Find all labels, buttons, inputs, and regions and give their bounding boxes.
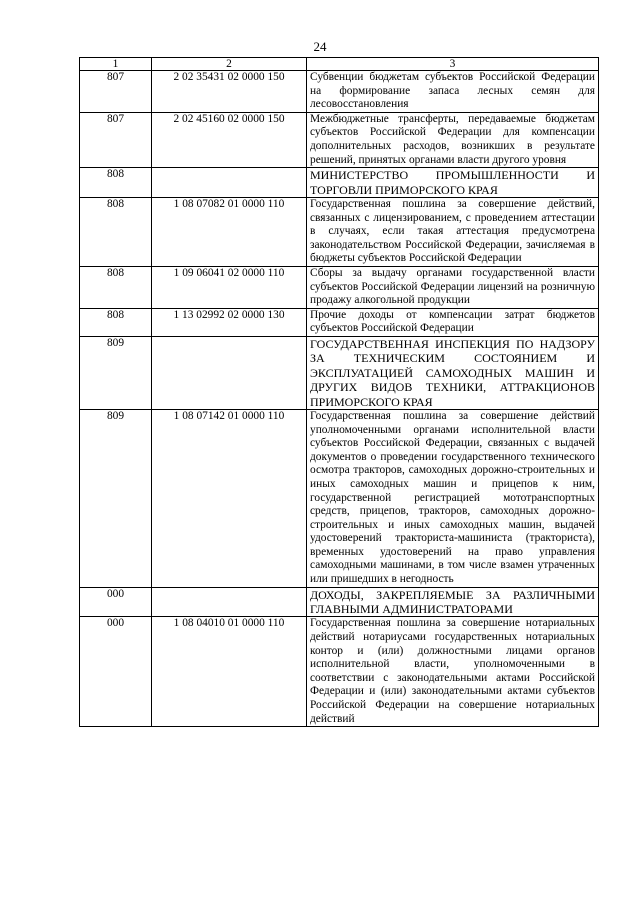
description-cell: Государственная пошлина за совершение нотариальных действий нотариусами государственных нотариальных контор и (или) должностными лицами органов исполнительной власти, уполномоченными в соответствии с законодательными актами Российской Федерации и (или) законодательными актами субъектов Российской Федерации на совершение нотариальных действий (307, 617, 599, 727)
table-row (80, 71, 599, 113)
budget-classification-table (79, 57, 599, 727)
revenue-code-cell (152, 168, 307, 198)
admin-code-cell: 808 (80, 168, 152, 198)
column-number-3: 3 (307, 58, 599, 71)
admin-code-cell: 000 (80, 587, 152, 617)
admin-code-cell: 808 (80, 266, 152, 308)
section-heading-cell: ДОХОДЫ, ЗАКРЕПЛЯЕМЫЕ ЗА РАЗЛИЧНЫМИ ГЛАВНЫМИ АДМИНИСТРАТОРАМИ (307, 587, 599, 617)
section-heading-cell: МИНИСТЕРСТВО ПРОМЫШЛЕННОСТИ И ТОРГОВЛИ ПРИМОРСКОГО КРАЯ (307, 168, 599, 198)
column-number-row (80, 58, 599, 71)
revenue-code-cell: 1 08 04010 01 0000 110 (152, 617, 307, 727)
revenue-code-cell (152, 587, 307, 617)
admin-code-cell: 809 (80, 336, 152, 409)
revenue-code-cell: 1 09 06041 02 0000 110 (152, 266, 307, 308)
revenue-code-cell: 2 02 45160 02 0000 150 (152, 112, 307, 167)
description-cell: Государственная пошлина за совершение действий, связанных с лицензированием, с проведением аттестации в случаях, если такая аттестация предусмотрена законодательством Российской Федерации, зачисляемая в бюджеты субъектов Российской Федерации (307, 197, 599, 266)
description-cell: Субвенции бюджетам субъектов Российской Федерации на формирование запаса лесных семян для лесовосстановления (307, 71, 599, 113)
admin-code-cell: 808 (80, 197, 152, 266)
table-row (80, 409, 599, 587)
column-number-2: 2 (152, 58, 307, 71)
description-cell: Государственная пошлина за совершение действий уполномоченными органами исполнительной власти субъектов Российской Федерации, связанных с выдачей документов о проведении государственного технического осмотра тракторов, самоходных дорожно-строительных и иных самоходных машин и прицепов к ним, государственной регистрацией мототранспортных средств, прицепов, тракторов, самоходных дорожно-строительных и иных самоходных машин, выдачей удостоверений тракториста-машиниста (тракториста), временных удостоверений на право управления самоходными машинами, в том числе взамен утраченных или пришедших в негодность (307, 409, 599, 587)
table-row-section-heading (80, 336, 599, 409)
table-row (80, 112, 599, 167)
admin-code-cell: 807 (80, 71, 152, 113)
column-number-1: 1 (80, 58, 152, 71)
description-cell: Межбюджетные трансферты, передаваемые бюджетам субъектов Российской Федерации для компенсации дополнительных расходов, возникших в результате решений, принятых органами власти другого уровня (307, 112, 599, 167)
section-heading-cell: ГОСУДАРСТВЕННАЯ ИНСПЕКЦИЯ ПО НАДЗОРУ ЗА ТЕХНИЧЕСКИМ СОСТОЯНИЕМ И ЭКСПЛУАТАЦИЕЙ САМОХОДНЫХ МАШИН И ДРУГИХ ВИДОВ ТЕХНИКИ, АТТРАКЦИОНОВ ПРИМОРСКОГО КРАЯ (307, 336, 599, 409)
revenue-code-cell: 1 08 07142 01 0000 110 (152, 409, 307, 587)
table-row-section-heading (80, 587, 599, 617)
revenue-code-cell: 1 13 02992 02 0000 130 (152, 308, 307, 336)
page-number: 24 (313, 39, 327, 54)
table-row (80, 197, 599, 266)
admin-code-cell: 809 (80, 409, 152, 587)
admin-code-cell: 807 (80, 112, 152, 167)
table-row (80, 617, 599, 727)
table-row (80, 308, 599, 336)
revenue-code-cell: 2 02 35431 02 0000 150 (152, 71, 307, 113)
table-row-section-heading (80, 168, 599, 198)
revenue-code-cell: 1 08 07082 01 0000 110 (152, 197, 307, 266)
admin-code-cell: 000 (80, 617, 152, 727)
description-cell: Сборы за выдачу органами государственной власти субъектов Российской Федерации лицензий на розничную продажу алкогольной продукции (307, 266, 599, 308)
description-cell: Прочие доходы от компенсации затрат бюджетов субъектов Российской Федерации (307, 308, 599, 336)
admin-code-cell: 808 (80, 308, 152, 336)
table-row (80, 266, 599, 308)
revenue-code-cell (152, 336, 307, 409)
